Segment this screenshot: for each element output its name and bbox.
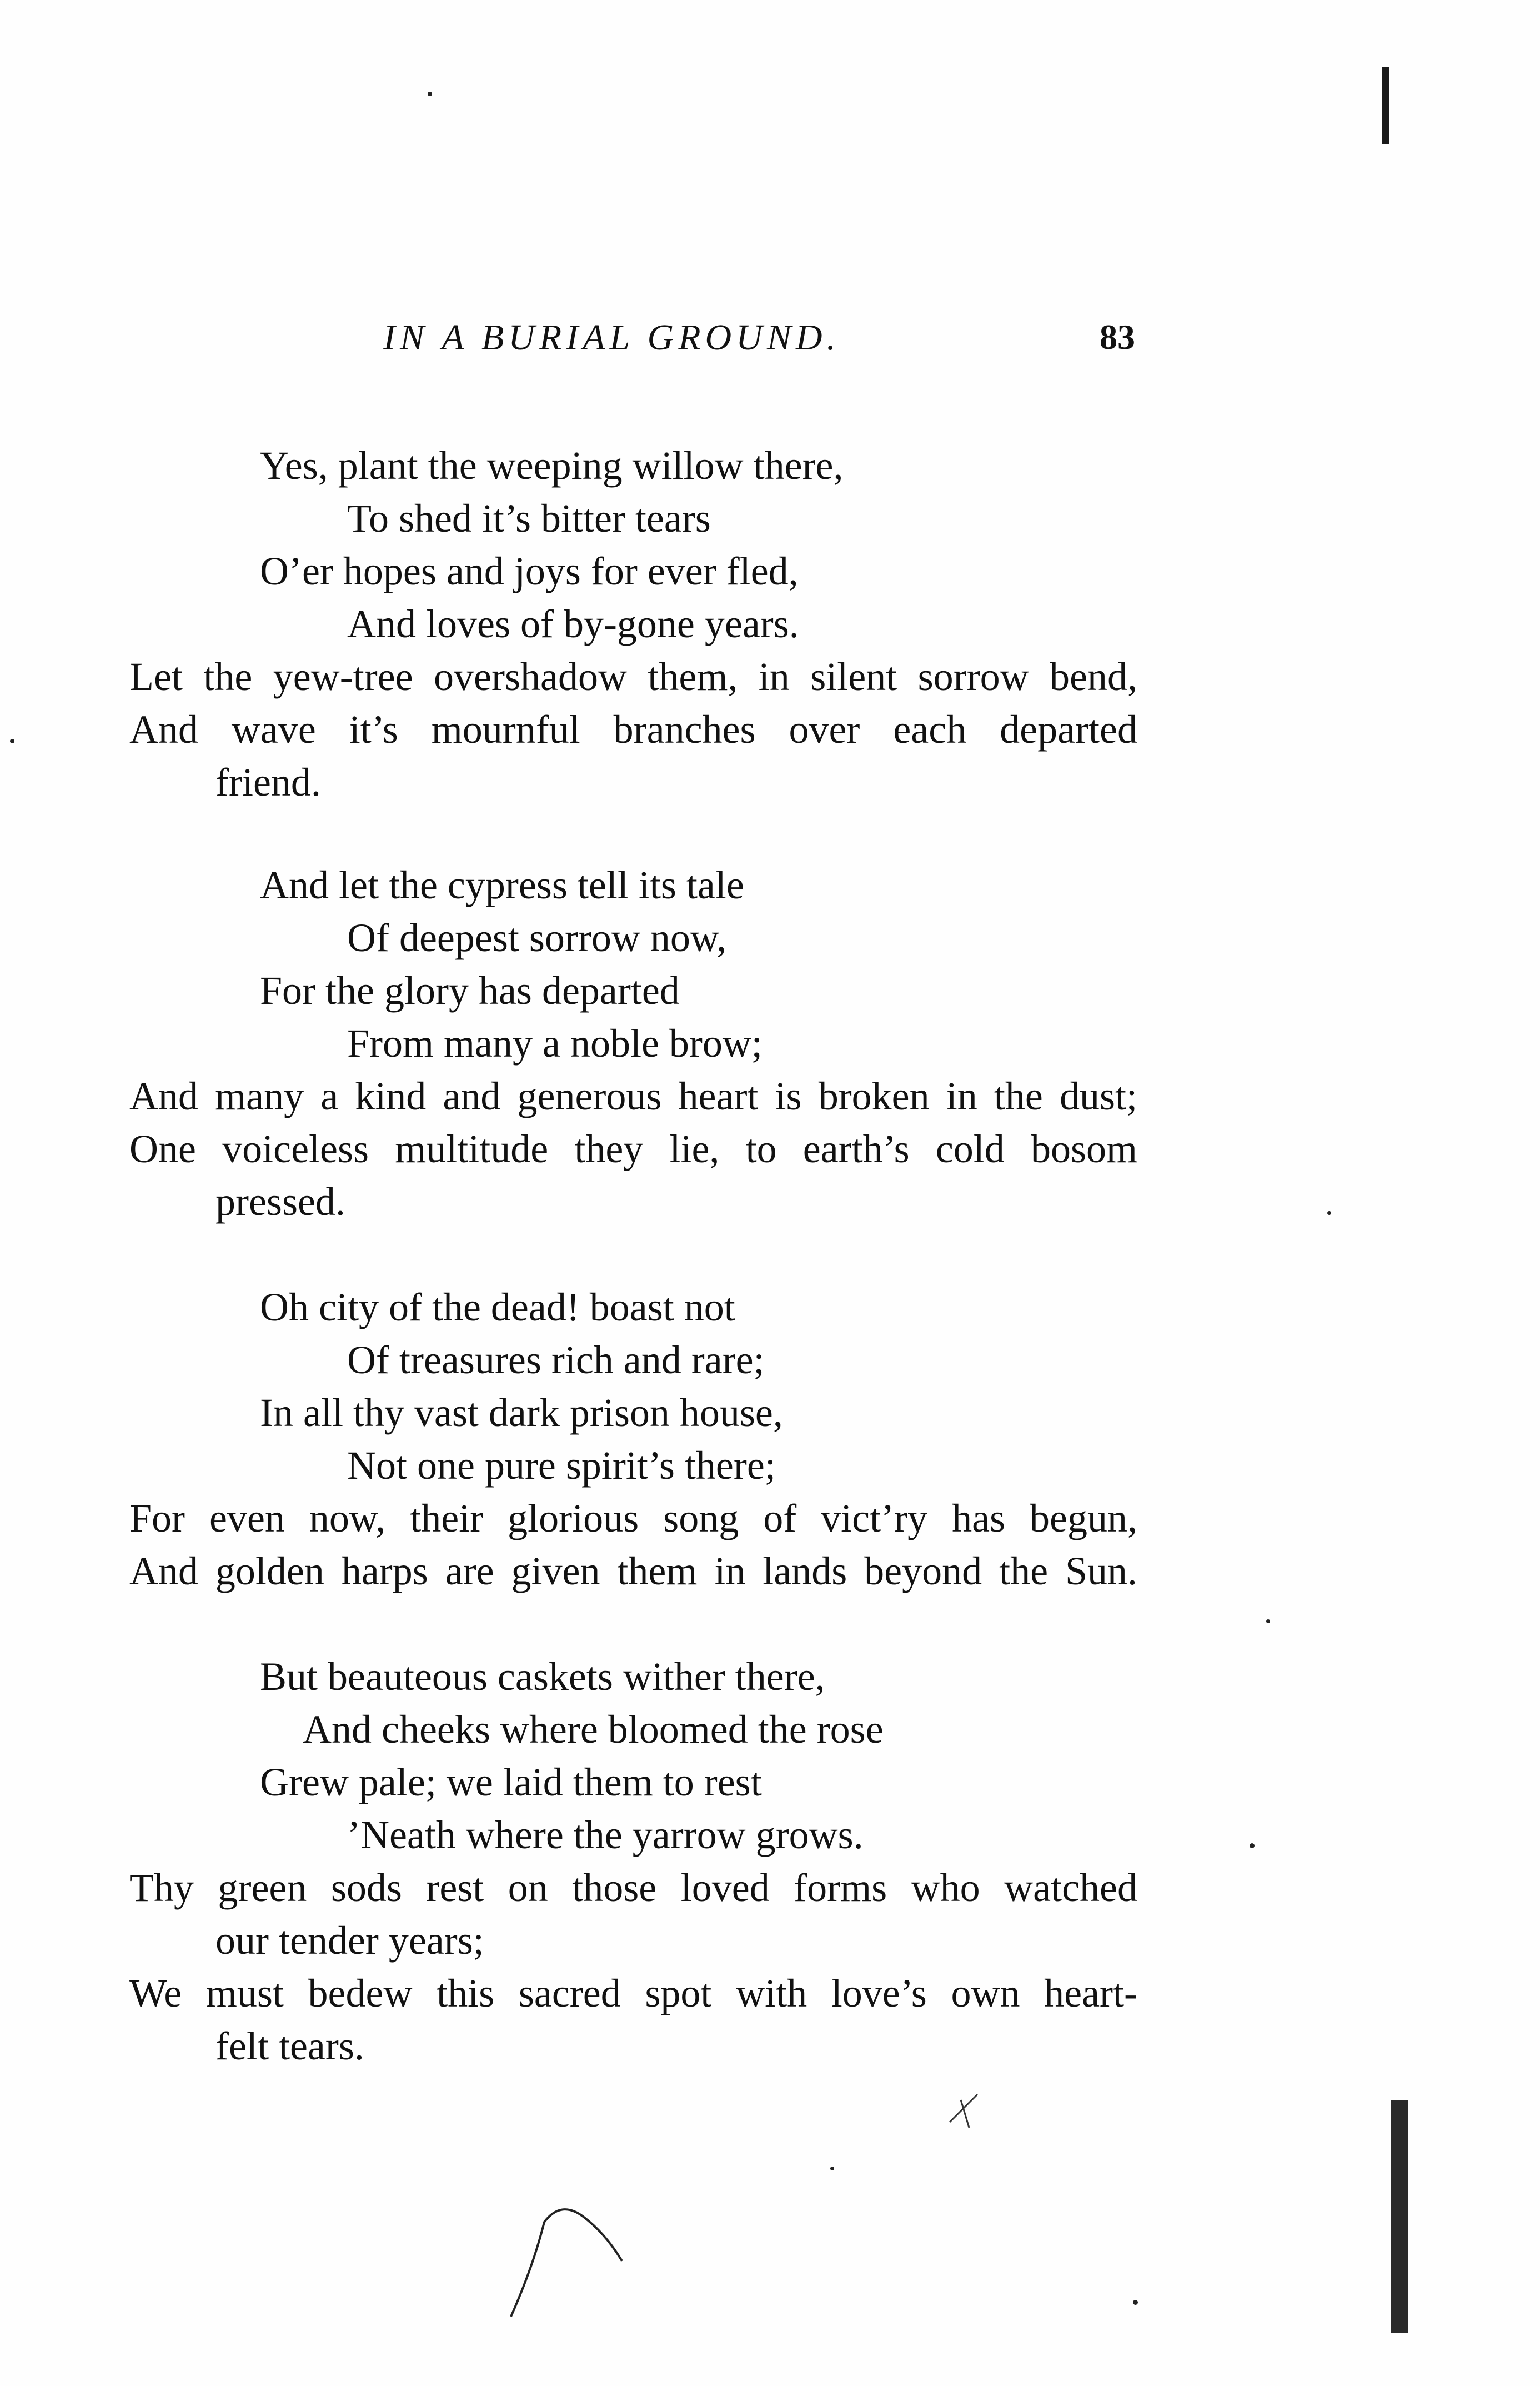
- verse-line: Let the yew-tree overshadow them, in silent sorrow bend,: [129, 654, 1137, 699]
- verse-line: To shed it’s bitter tears: [347, 496, 711, 541]
- verse-line: But beauteous caskets wither there,: [260, 1654, 825, 1699]
- verse-line: And wave it’s mournful branches over each departed: [129, 707, 1137, 752]
- verse-line: For the glory has departed: [260, 968, 680, 1013]
- verse-line: ’Neath where the yarrow grows.: [347, 1813, 864, 1857]
- verse-line: O’er hopes and joys for ever fled,: [260, 549, 799, 593]
- verse-line: One voiceless multitude they lie, to earth’s cold bosom: [129, 1127, 1137, 1171]
- running-title: IN A BURIAL GROUND.: [383, 317, 841, 358]
- pencil-mark: [500, 2200, 644, 2322]
- verse-line: Yes, plant the weeping willow there,: [260, 443, 844, 488]
- verse-line: Thy green sods rest on those loved forms who watched: [129, 1865, 1137, 1910]
- verse-line: friend.: [215, 760, 321, 804]
- page-number: 83: [1100, 317, 1135, 357]
- verse-line: Of deepest sorrow now,: [347, 916, 727, 960]
- verse-line: We must bedew this sacred spot with love’s own heart-: [129, 1971, 1137, 2015]
- pencil-mark: [944, 2083, 989, 2133]
- scan-speck: [428, 92, 432, 96]
- scan-speck: [1327, 1211, 1331, 1215]
- binding-shadow: [1382, 67, 1389, 144]
- verse-line: For even now, their glorious song of vict’ry has begun,: [129, 1496, 1137, 1540]
- verse-line: Of treasures rich and rare;: [347, 1338, 765, 1382]
- page-header: [0, 317, 1540, 367]
- verse-line: And cheeks where bloomed the rose: [303, 1707, 884, 1752]
- verse-line: And many a kind and generous heart is broken in the dust;: [129, 1074, 1137, 1118]
- verse-line: pressed.: [215, 1179, 345, 1224]
- verse-line: From many a noble brow;: [347, 1021, 763, 1066]
- scan-speck: [1250, 1843, 1255, 1848]
- verse-line: And let the cypress tell its tale: [260, 863, 744, 907]
- scan-speck: [10, 739, 14, 743]
- verse-line: Grew pale; we laid them to rest: [260, 1760, 762, 1804]
- verse-line: our tender years;: [215, 1918, 484, 1963]
- verse-line: And golden harps are given them in lands beyond the Sun.: [129, 1549, 1137, 1593]
- verse-line: In all thy vast dark prison house,: [260, 1390, 783, 1435]
- scan-speck: [830, 2167, 834, 2170]
- verse-line: Oh city of the dead! boast not: [260, 1285, 735, 1329]
- scan-speck: [1266, 1619, 1270, 1623]
- scan-speck: [1133, 2300, 1138, 2305]
- verse-line: felt tears.: [215, 2024, 364, 2068]
- binding-shadow: [1391, 2100, 1408, 2333]
- verse-line: Not one pure spirit’s there;: [347, 1443, 776, 1488]
- verse-line: And loves of by-gone years.: [347, 602, 799, 646]
